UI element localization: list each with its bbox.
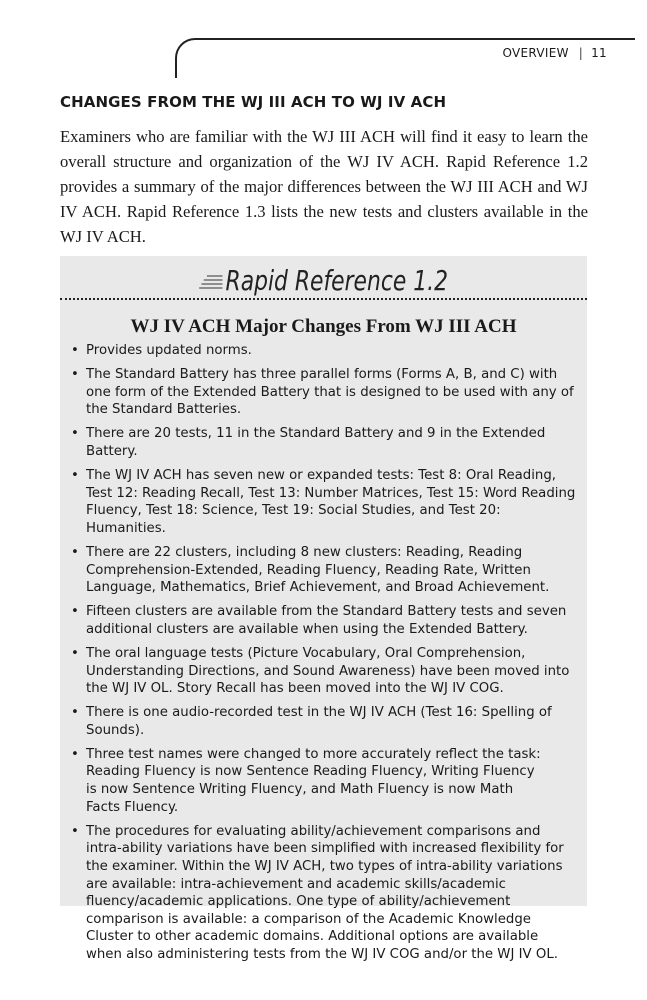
list-item: • The WJ IV ACH has seven new or expanded tests: Test 8: Oral Reading, Test 12: Reading Recall, Test 13: Number Matrices, Test 15: Word Reading Fluency, Test 18: Science, Test 19: Social Studies, and Test 20: Humanities.	[71, 468, 576, 536]
bullet: •	[71, 343, 79, 358]
bullet: •	[71, 544, 79, 560]
section-heading: CHANGES FROM THE WJ III ACH TO WJ IV ACH	[60, 93, 447, 111]
list-item: • There is one audio-recorded test in the WJ IV ACH (Test 16: Spelling of Sounds).	[71, 705, 552, 738]
bullet: •	[71, 645, 79, 661]
list-item: • There are 20 tests, 11 in the Standard Battery and 9 in the Extended Battery.	[71, 426, 546, 459]
list-item: • The Standard Battery has three parallel forms (Forms A, B, and C) with one form of the Extended Battery that is designed to be used with any of the Standard Batteries.	[71, 367, 574, 418]
dotted-divider	[60, 298, 587, 300]
bullet: •	[71, 705, 79, 721]
bullet: •	[71, 604, 79, 620]
list-item: • Provides updated norms.	[71, 343, 252, 358]
bullet: •	[71, 367, 79, 383]
change-list	[68, 342, 576, 970]
rapid-reference-label: Rapid Reference 1.2	[225, 264, 448, 297]
list-item: • The oral language tests (Picture Vocabulary, Oral Comprehension, Understanding Directions, and Sound Awareness) have been moved into the WJ IV OL. Story Recall has been moved into the WJ IV COG.	[71, 645, 570, 697]
bullet: •	[71, 468, 79, 484]
list-item: • There are 22 clusters, including 8 new clusters: Reading, Reading Comprehension-Extended, Reading Fluency, Reading Rate, Written Language, Mathematics, Brief Achievement, and Broad Achievement.	[71, 544, 550, 596]
list-item: • The procedures for evaluating ability/achievement comparisons and intra-ability variations have been simplified with increased flexibility for the examiner. Within the WJ IV ACH, two types of intra-ability variations are available: intra-achievement and academic skills/academic fluency/academic applications. One type of ability/achievement comparison is available: a comparison of the Academic Knowledge Cluster to other academic domains. Additional options are available when also administering tests from the WJ IV COG and/or the WJ IV OL.	[71, 823, 564, 962]
bullet: •	[71, 823, 79, 839]
bullet: •	[71, 746, 79, 762]
page-number: 11	[591, 46, 607, 60]
lines-icon	[199, 274, 222, 290]
intro-paragraph: Examiners who are familiar with the WJ III ACH will find it easy to learn the overall structure and organization of the WJ IV ACH. Rapid Reference 1.2 provides a summary of the major differences between the WJ III ACH and WJ IV ACH. Rapid Reference 1.3 lists the new tests and clusters available in the WJ IV ACH.	[60, 127, 588, 246]
rapid-reference-box	[60, 256, 587, 962]
header-section: OVERVIEW	[502, 46, 569, 60]
header-separator: |	[578, 46, 584, 60]
rapid-reference-header	[118, 264, 529, 297]
rapid-reference-title: WJ IV ACH Major Changes From WJ III ACH	[130, 316, 517, 337]
list-item: • Fifteen clusters are available from the Standard Battery tests and seven additional clusters are available when using the Extended Battery.	[71, 604, 567, 637]
bullet: •	[71, 426, 79, 442]
list-item: • Three test names were changed to more accurately reflect the task: Reading Fluency is now Sentence Reading Fluency, Writing Fluency is now Sentence Writing Fluency, and Math Fluency is now Math Facts Fluency.	[71, 746, 541, 815]
running-header	[502, 46, 607, 60]
